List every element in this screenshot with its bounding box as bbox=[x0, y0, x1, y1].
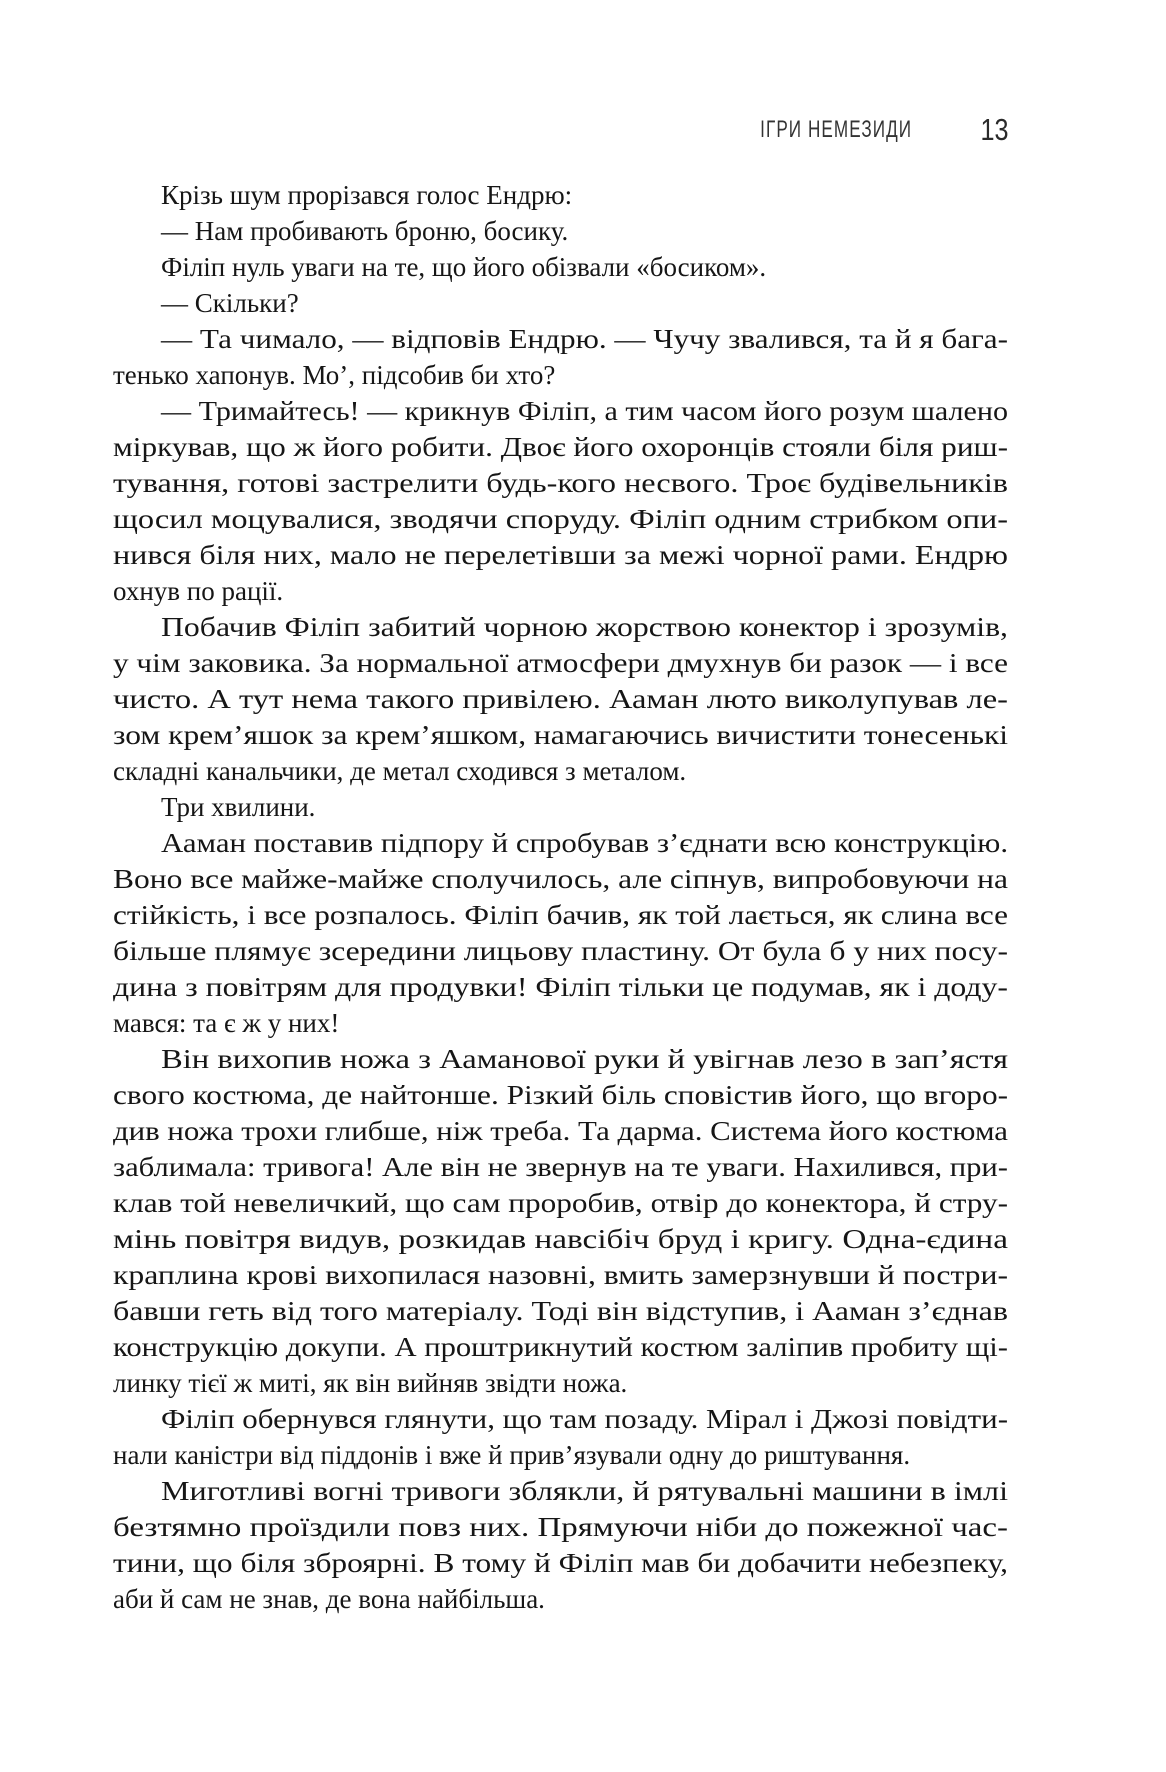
page-header bbox=[0, 0, 1166, 160]
text-line bbox=[113, 213, 1008, 249]
text-line-content: линку тієї ж миті, як він вийняв звідти ножа. bbox=[113, 1368, 628, 1398]
text-line bbox=[113, 933, 1008, 969]
text-line-content: заблимала: тривога! Але він не звернув на те уваги. Нахилився, при- bbox=[113, 1152, 1008, 1182]
text-line-content: краплина крові вихопилася назовні, вмить замерзнувши й постри- bbox=[113, 1260, 1009, 1290]
text-line bbox=[113, 1149, 1008, 1185]
text-line-content: чисто. А тут нема такого привілею. Ааман люто виколупував ле- bbox=[113, 684, 1008, 714]
paragraph bbox=[113, 249, 1008, 285]
text-line bbox=[113, 1077, 1008, 1113]
text-line bbox=[113, 1113, 1008, 1149]
text-line bbox=[113, 1329, 1008, 1365]
text-line bbox=[113, 1041, 1008, 1077]
text-line bbox=[113, 1473, 1008, 1509]
text-line bbox=[113, 969, 1008, 1005]
text-line bbox=[113, 249, 1008, 285]
text-line bbox=[113, 1401, 1008, 1437]
text-column bbox=[113, 177, 1008, 1617]
text-line-content: Він вихопив ножа з Ааманової руки й увігнав лезо в зап’ястя bbox=[161, 1044, 1009, 1074]
text-line bbox=[113, 1293, 1008, 1329]
text-line-content: — Та чимало, — відповів Ендрю. — Чучу звалився, та й я бага- bbox=[161, 324, 1009, 354]
paragraph bbox=[113, 609, 1008, 789]
text-line-content: щосил моцувалися, зводячи споруду. Філіп одним стрибком опи- bbox=[113, 504, 1009, 534]
paragraph bbox=[113, 321, 1008, 393]
text-line-content: див ножа трохи глибше, ніж треба. Та дарма. Система його костюма bbox=[113, 1116, 1008, 1146]
text-line bbox=[113, 1545, 1008, 1581]
text-line bbox=[113, 429, 1008, 465]
text-line-content: у чім заковика. За нормальної атмосфери дмухнув би разок — і все bbox=[113, 648, 1009, 678]
text-line bbox=[113, 861, 1008, 897]
text-line-content: міркував, що ж його робити. Двоє його охоронців стояли біля риш- bbox=[113, 432, 1009, 462]
paragraph bbox=[113, 1401, 1008, 1473]
text-line bbox=[113, 645, 1008, 681]
text-line bbox=[113, 1365, 1008, 1401]
paragraph bbox=[113, 825, 1008, 1041]
text-line bbox=[113, 789, 1008, 825]
paragraph bbox=[113, 285, 1008, 321]
text-line-content: Миготливі вогні тривоги зблякли, й рятувальні машини в імлі bbox=[161, 1476, 1008, 1506]
text-line-content: аби й сам не знав, де вона найбільша. bbox=[113, 1584, 545, 1614]
paragraph bbox=[113, 1041, 1008, 1401]
paragraph bbox=[113, 177, 1008, 213]
text-line bbox=[113, 1185, 1008, 1221]
text-line bbox=[113, 1509, 1008, 1545]
text-line bbox=[113, 357, 1008, 393]
text-line bbox=[113, 573, 1008, 609]
paragraph bbox=[113, 213, 1008, 249]
text-line bbox=[113, 285, 1008, 321]
text-line-content: клав той невеличкий, що сам проробив, отвір до конектора, й стру- bbox=[113, 1188, 1009, 1218]
text-line bbox=[113, 897, 1008, 933]
text-line-content: конструкцію докупи. А проштрикнутий костюм заліпив пробиту щі- bbox=[113, 1332, 1008, 1362]
text-line-content: мінь повітря видув, розкидав навсібіч бруд і кригу. Одна-єдина bbox=[113, 1224, 1008, 1254]
text-line-content: — Тримайтесь! — крикнув Філіп, а тим часом його розум шалено bbox=[161, 396, 1009, 426]
text-line-content: нали каністри від піддонів і вже й прив’язували одну до риштування. bbox=[113, 1440, 911, 1470]
text-line bbox=[113, 609, 1008, 645]
text-line bbox=[113, 537, 1008, 573]
paragraph bbox=[113, 1473, 1008, 1617]
text-line-content: свого костюма, де найтонше. Різкий біль сповістив його, що вгоро- bbox=[113, 1080, 1009, 1110]
text-line-content: мався: та є ж у них! bbox=[113, 1008, 340, 1038]
text-line bbox=[113, 321, 1008, 357]
text-line bbox=[113, 1581, 1008, 1617]
text-line-content: бавши геть від того матеріалу. Тоді він відступив, і Ааман з’єднав bbox=[113, 1296, 1008, 1326]
text-line bbox=[113, 1437, 1008, 1473]
running-title: ІГРИ НЕМЕЗИДИ bbox=[759, 116, 912, 143]
text-line bbox=[113, 717, 1008, 753]
text-line bbox=[113, 177, 1008, 213]
text-line-content: — Скільки? bbox=[161, 288, 299, 318]
text-line bbox=[113, 825, 1008, 861]
text-line bbox=[113, 393, 1008, 429]
text-line bbox=[113, 753, 1008, 789]
text-line-content: Ааман поставив підпору й спробував з’єднати всю конструкцію. bbox=[161, 828, 1009, 858]
text-line bbox=[113, 1257, 1008, 1293]
text-line-content: Побачив Філіп забитий чорною жорствою конектор і зрозумів, bbox=[161, 612, 1009, 642]
text-line-content: безтямно проїздили повз них. Прямуючи ніби до пожежної час- bbox=[113, 1512, 1008, 1542]
text-line-content: складні канальчики, де метал сходився з металом. bbox=[113, 756, 687, 786]
text-line-content: зом крем’яшок за крем’яшком, намагаючись вичистити тонесенькі bbox=[113, 720, 1009, 750]
paragraph bbox=[113, 789, 1008, 825]
text-line-content: Філіп обернувся глянути, що там позаду. Мірал і Джозі повідти- bbox=[161, 1404, 1009, 1434]
paragraph bbox=[113, 393, 1008, 609]
text-line-content: Філіп нуль уваги на те, що його обізвали «босиком». bbox=[161, 252, 767, 282]
text-line bbox=[113, 501, 1008, 537]
text-line-content: тини, що біля зброярні. В тому й Філіп мав би добачити небезпеку, bbox=[113, 1548, 1009, 1578]
text-line-content: — Нам пробивають броню, босику. bbox=[161, 216, 569, 246]
text-line-content: Воно все майже-майже сполучилось, але сіпнув, випробовуючи на bbox=[113, 864, 1008, 894]
text-line-content: дина з повітрям для продувки! Філіп тільки це подумав, як і доду- bbox=[113, 972, 1008, 1002]
text-line bbox=[113, 1221, 1008, 1257]
text-line-content: Три хвилини. bbox=[161, 792, 316, 822]
page-number: 13 bbox=[979, 112, 1008, 147]
text-line bbox=[113, 681, 1008, 717]
text-line-content: нився біля них, мало не перелетівши за межі чорної рами. Ендрю bbox=[113, 540, 1009, 570]
text-line bbox=[113, 465, 1008, 501]
text-line-content: охнув по рації. bbox=[113, 576, 284, 606]
text-line bbox=[113, 1005, 1008, 1041]
text-line-content: більше плямує зсередини лицьову пластину. От була б у них посу- bbox=[113, 936, 1008, 966]
text-line-content: стійкість, і все розпалось. Філіп бачив, як той лається, як слина все bbox=[113, 900, 1009, 930]
text-line-content: Крізь шум прорізався голос Ендрю: bbox=[161, 180, 573, 210]
text-line-content: тенько хапонув. Мо’, підсобив би хто? bbox=[113, 360, 556, 390]
text-line-content: тування, готові застрелити будь-кого несвого. Троє будівельників bbox=[113, 468, 1009, 498]
